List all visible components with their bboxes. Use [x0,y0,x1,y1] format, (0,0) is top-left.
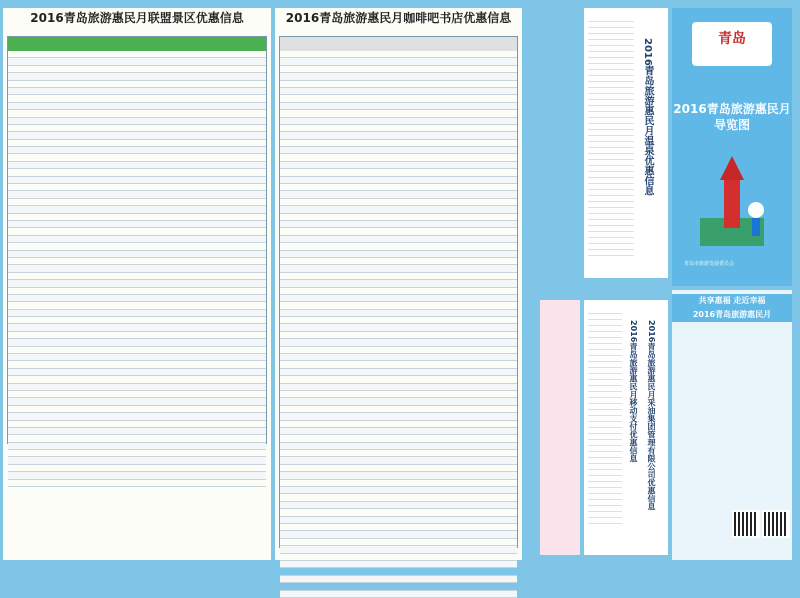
table-row [280,502,517,509]
table-row [280,81,517,88]
table-row [8,472,266,479]
table-row [280,310,517,317]
table-row [280,236,517,243]
table-row [280,517,517,524]
table-row [8,132,266,139]
table-row [8,465,266,472]
panel-title: 2016青岛旅游惠民月联盟景区优惠信息 [30,11,244,25]
organizer: 青岛市旅游发展委员会 [684,261,735,267]
table-row [8,288,266,295]
table-row [280,576,517,583]
taxi-panel [584,300,668,555]
table-row [8,154,266,161]
table-row [280,531,517,538]
qr-code [732,510,760,538]
table-row [8,73,266,80]
table-row [280,214,517,221]
table-row [280,125,517,132]
hot-spring-panel [584,8,668,278]
table-row [8,347,266,354]
table-row [8,369,266,376]
table-row [280,568,517,575]
table-row [280,398,517,405]
scenic-offers-panel [3,8,271,560]
table-row [8,88,266,95]
table-row [8,125,266,132]
table-row [280,258,517,265]
table-row [8,295,266,302]
table-row [280,376,517,383]
table-row [280,369,517,376]
table-row [8,147,266,154]
table-row [8,324,266,331]
table-row [280,391,517,398]
table-row [280,539,517,546]
table-row [280,273,517,280]
table-row [8,243,266,250]
table-row [280,66,517,73]
bank-title: 2016青岛旅游惠民月移动支付优惠信息 [629,320,638,463]
taxi-title: 2016青岛旅游惠民月采油集团管理有限公司优惠信息 [647,320,656,511]
table-row [280,487,517,494]
table-row [8,184,266,191]
table-row [8,406,266,413]
table-row [8,251,266,258]
table-row [280,443,517,450]
table-row [280,428,517,435]
tower-illustration [690,148,774,248]
table-row [280,406,517,413]
table-row [8,258,266,265]
intro-panel [672,290,792,560]
table-row [8,391,266,398]
table-row [8,339,266,346]
table-row [280,199,517,206]
table-row [8,428,266,435]
qr-code [762,510,790,538]
table-row [280,457,517,464]
table-row [280,354,517,361]
table-row [280,347,517,354]
table-row [8,265,266,272]
table-row [280,332,517,339]
panel-title: 2016青岛旅游惠民月咖啡吧书店优惠信息 [285,11,512,25]
table-row [8,273,266,280]
table-row [8,443,266,450]
table-row [280,546,517,553]
table-row [280,413,517,420]
cover [672,8,792,286]
table-row [8,228,266,235]
table-row [280,524,517,531]
hot-spring-title: 2016青岛旅游惠民月温泉优惠信息 [642,38,653,196]
table-row [280,154,517,161]
table-row [280,509,517,516]
table-row [280,95,517,102]
table-row [8,162,266,169]
table-row [280,554,517,561]
table-row [280,73,517,80]
table-row [8,191,266,198]
table-row [280,591,517,598]
table-row [280,58,517,65]
table-row [8,302,266,309]
table-row [280,132,517,139]
table-row [8,421,266,428]
table-row [280,317,517,324]
cafe-offers-panel [275,8,522,560]
table-row [8,398,266,405]
table-row [280,472,517,479]
table-row [280,361,517,368]
table-row [8,376,266,383]
table-row [280,583,517,590]
table-row [280,228,517,235]
table-row [8,81,266,88]
table-row [8,199,266,206]
table-row [8,354,266,361]
table-row [588,518,622,524]
logo: 青岛 [692,22,772,66]
table-row [280,265,517,272]
table-header [280,37,517,51]
table-row [280,288,517,295]
table-row [280,103,517,110]
table-row [280,184,517,191]
table-header [8,37,266,51]
table-row [280,177,517,184]
table-row [8,66,266,73]
table-row [280,206,517,213]
table-row [280,221,517,228]
table-row [8,480,266,487]
table-row [280,494,517,501]
table-row [8,169,266,176]
table-row [280,110,517,117]
table-row [8,236,266,243]
table-row [588,250,634,256]
table-row [280,480,517,487]
table-row [8,413,266,420]
table-row [280,162,517,169]
table-row [8,457,266,464]
table-row [8,450,266,457]
table-row [280,339,517,346]
table-row [280,324,517,331]
table-row [8,58,266,65]
table-row [8,118,266,125]
table-row [8,206,266,213]
table-row [280,51,517,58]
table-row [280,465,517,472]
table-row [8,332,266,339]
table-row [8,51,266,58]
table-row [280,435,517,442]
table-row [8,310,266,317]
slogan: 共享惠福 走近幸福 2016青岛旅游惠民月 [672,294,792,322]
table-row [8,177,266,184]
table-row [280,384,517,391]
table-row [280,280,517,287]
table-row [8,435,266,442]
pink-table [540,300,580,555]
table-row [8,221,266,228]
table-row [280,140,517,147]
table-row [280,88,517,95]
table-row [8,384,266,391]
table-row [280,450,517,457]
table-row [8,361,266,368]
table-row [8,280,266,287]
cafe-table [279,36,518,548]
table-row [280,295,517,302]
scenic-table [7,36,267,444]
cover-subtitle: 导览图 [713,118,750,132]
table-row [8,317,266,324]
table-row [280,147,517,154]
table-row [8,214,266,221]
table-row [280,191,517,198]
cover-title: 2016青岛旅游惠民月 [673,102,791,116]
table-row [8,103,266,110]
table-row [280,243,517,250]
table-row [280,302,517,309]
table-row [280,421,517,428]
table-row [280,251,517,258]
table-row [280,169,517,176]
table-row [8,140,266,147]
table-row [8,110,266,117]
table-row [8,95,266,102]
table-row [280,118,517,125]
